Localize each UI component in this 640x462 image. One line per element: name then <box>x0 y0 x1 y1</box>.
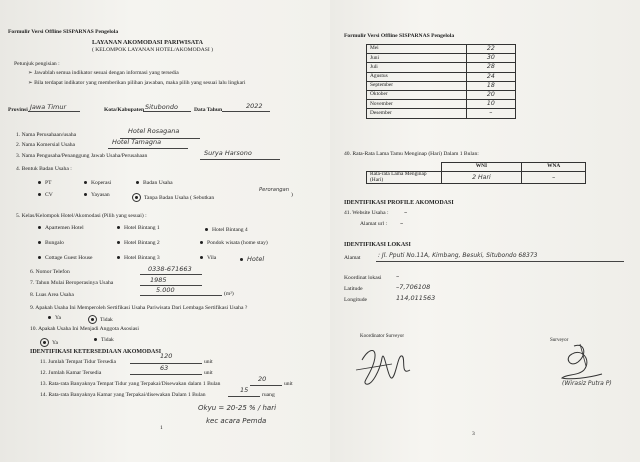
table-row: Oktober 20 <box>367 90 516 99</box>
q7-label: 7. Tahun Mulai Beroperasinya Usaha <box>30 280 114 286</box>
q11-unit: unit <box>204 359 213 365</box>
q5-opt-bintang4[interactable]: Hotel Bintang 4 <box>205 228 248 234</box>
stay-wni-value[interactable]: 2 Hari <box>441 172 522 184</box>
table-row: Desember – <box>367 109 516 118</box>
form-header-right: Formulir Versi Offline SISPARNAS Pengelola <box>344 33 455 39</box>
q14-unit: ruang <box>262 392 275 398</box>
q1-label: 1. Nama Perusahaan/usaha <box>16 132 77 138</box>
month-value[interactable]: 30 <box>466 54 515 63</box>
alamat-url-value[interactable]: – <box>400 219 404 227</box>
q10-no[interactable]: Tidak <box>94 338 114 344</box>
q5-opt-apartemen[interactable]: Apartemen Hotel <box>38 226 84 232</box>
q12-unit: unit <box>204 370 213 376</box>
q4-opt-pt[interactable]: PT <box>38 181 52 187</box>
instruction-1: ➢ Jawablah semua indikator sesuai dengan informasi yang tersedia <box>28 70 179 76</box>
service-title: LAYANAN AKOMODASI PARIWISATA <box>92 39 203 46</box>
handwritten-note-1: Okyu = 20-25 % / hari <box>198 404 277 412</box>
q40-label: 40. Rata-Rata Lama Tamu Menginap (Hari) Dalam 1 Bulan: <box>344 151 479 157</box>
q2-value[interactable]: Hotel Tamagna <box>112 138 162 146</box>
lokasi-title: IDENTIFIKASI LOKASI <box>344 242 411 248</box>
q9-yes[interactable]: Ya <box>48 316 61 322</box>
q5-opt-hotel[interactable]: Hotel <box>240 256 264 264</box>
stay-wna-value[interactable]: – <box>522 172 586 184</box>
month-value[interactable]: 24 <box>466 72 515 81</box>
q11-label: 11. Jumlah Tempat Tidur Tersedia <box>40 359 117 365</box>
responden-name: (Wirasiz Putra P) <box>562 380 612 387</box>
month-value[interactable]: – <box>466 109 515 118</box>
q9-label: 9. Apakah Usaha Ini Memperoleh Sertifikasi Usaha Pariwisata Dari Lembaga Sertifikasi Usaha ? <box>30 305 248 311</box>
q4-opt-koperasi[interactable]: Koperasi <box>84 181 111 187</box>
year-value[interactable]: 2022 <box>246 102 263 110</box>
table-row: Juli 28 <box>367 63 516 72</box>
month-value[interactable]: 20 <box>466 90 515 99</box>
profile-title: IDENTIFIKASI PROFILE AKOMODASI <box>344 200 454 206</box>
q5-opt-vila[interactable]: Vila <box>200 256 216 262</box>
q5-label: 5. Kelas/Kelompok Hotel/Akomodasi (Pilih yang sesuai) : <box>16 213 147 219</box>
q10-label: 10. Apakah Usaha Ini Menjadi Anggota Asosiasi <box>30 326 139 332</box>
q13-label: 13. Rata-rata Banyaknya Tempat Tidur yang Terpakai/Disewakan dalam 1 Bulan <box>40 381 221 387</box>
section-title-availability: IDENTIFIKASI KETERSEDIAAN AKOMODASI <box>30 349 162 355</box>
q14-value[interactable]: 15 <box>240 386 249 394</box>
table-row: Juni 30 <box>367 54 516 63</box>
alamat-label: Alamat <box>344 255 361 261</box>
table-row: Mei 22 <box>367 45 516 54</box>
month-value[interactable]: 10 <box>466 100 515 109</box>
kab-label: Kota/Kabupaten <box>104 107 145 113</box>
q6-value[interactable]: 0338-671663 <box>148 265 192 273</box>
q12-value[interactable]: 63 <box>160 364 169 372</box>
q10-yes[interactable]: Ya <box>40 338 58 347</box>
month-value[interactable]: 28 <box>466 63 515 72</box>
left-page: Formulir Versi Offline SISPARNAS Pengelola LAYANAN AKOMODASI PARIWISATA ( KELOMPOK LAYANAN HOTEL/AKOMODASI ) Petunjuk pengisian : ➢ Jawablah semua indikator sesuai dengan informasi yang tersedia ➢ Bila terdapat indikator yang memberikan pilihan jawaban, maka pilih yang sesuai lalu lingkari Provinsi Jawa Timur Kota/Kabupaten Situbondo Data Tahun 2022 1. Nama Perusahaan/usaha Hotel Rosagana 2. Nama Komersial Usaha Hotel Tamagna 3. Nama Pengusaha/Penanggung Jawab Usaha/Perusahaan Surya Harsono 4. Bentuk Badan Usaha : PT Koperasi Badan Usaha CV Yayasan Tanpa Badan Usaha ( Sebutkan Perorangan ) 5. Kelas/Kelompok Hotel/Akomodasi (Pilih yang sesuai) : Apartemen Hotel Hotel Bintang 1 Hotel Bintang 4 Bungalo Hotel Bintang 2 Pondok wisata (home stay) Cottage Guest House Hotel Bintang 3 Vila Hotel 6. Nomor Telefon 0338-671663 7. Tahun Mulai Beroperasinya Usaha 1985 8. Luas Area Usaha 5.000 (m²) 9. Apakah Usaha Ini Memperoleh Sertifikasi Usaha Pariwisata Dari Lembaga Sertifikasi Usaha ? Ya Tidak 10. Apakah Usaha Ini Menjadi Anggota Asosiasi Ya Tidak IDENTIFIKASI KETERSEDIAAN AKOMODASI 11. Jumlah Tempat Tidur Tersedia 120 unit 12. Jumlah Kamar Tersedia 63 unit 13. Rata-rata Banyaknya Tempat Tidur yang Terpakai/Disewakan dalam 1 Bulan 20 unit 14. Rata-rata Banyaknya Kamar yang Terpakai/disewakan Dalam 1 Bulan 15 ruang Okyu = 20-25 % / hari kec acara Pemda 1 <box>0 0 330 462</box>
koordinat-label: Koordinat lokasi <box>344 275 382 281</box>
form-header: Formulir Versi Offline SISPARNAS Pengelola <box>8 29 119 35</box>
q3-value[interactable]: Surya Harsono <box>204 149 252 157</box>
q5-opt-bintang1[interactable]: Hotel Bintang 1 <box>117 226 160 232</box>
instructions-heading: Petunjuk pengisian : <box>14 61 60 67</box>
table-row: Agustus 24 <box>367 72 516 81</box>
q14-label: 14. Rata-rata Banyaknya Kamar yang Terpakai/disewakan Dalam 1 Bulan <box>40 392 206 398</box>
page-number-right: 3 <box>472 431 475 437</box>
q8-label: 8. Luas Area Usaha <box>30 292 74 298</box>
q3-label: 3. Nama Pengusaha/Penanggung Jawab Usaha/Perusahaan <box>16 153 148 159</box>
responden-signature-icon <box>544 340 616 384</box>
q5-opt-cottage[interactable]: Cottage Guest House <box>38 256 93 262</box>
service-subtitle: ( KELOMPOK LAYANAN HOTEL/AKOMODASI ) <box>92 47 213 53</box>
q41-value[interactable]: – <box>404 208 408 216</box>
q5-opt-pondok[interactable]: Pondok wisata (home stay) <box>200 241 268 247</box>
q1-value[interactable]: Hotel Rosagana <box>128 127 180 135</box>
right-page <box>330 0 640 462</box>
q2-label: 2. Nama Komersial Usaha <box>16 142 76 148</box>
q6-label: 6. Nomor Telefon <box>30 269 70 275</box>
latitude-label: Latitude <box>344 286 363 292</box>
latitude-value[interactable]: –7,706108 <box>396 283 431 291</box>
year-label: Data Tahun <box>194 107 223 113</box>
q7-value[interactable]: 1985 <box>150 276 167 284</box>
q11-value[interactable]: 120 <box>160 352 173 360</box>
q4-opt-cv[interactable]: CV <box>38 193 53 199</box>
prov-label: Provinsi <box>8 107 28 113</box>
table-row: November 10 <box>367 100 516 109</box>
q13-unit: unit <box>284 381 293 387</box>
surveyor-signature-icon <box>352 340 422 390</box>
month-value[interactable]: 18 <box>466 81 515 90</box>
handwritten-note-2: kec acara Pemda <box>206 417 267 425</box>
month-value[interactable]: 22 <box>466 45 515 54</box>
q12-label: 12. Jumlah Kamar Tersedia <box>40 370 102 376</box>
q4-opt-yayasan[interactable]: Yayasan <box>84 193 110 199</box>
monthly-table <box>366 44 516 119</box>
q9-no[interactable]: Tidak <box>88 315 113 324</box>
instruction-2: ➢ Bila terdapat indikator yang memberikan pilihan jawaban, maka pilih yang sesuai lalu lingkari <box>28 80 246 86</box>
q5-opt-bintang2[interactable]: Hotel Bintang 2 <box>117 241 160 247</box>
q13-value[interactable]: 20 <box>258 375 267 383</box>
table-row: September 18 <box>367 81 516 90</box>
longitude-value[interactable]: 114,011563 <box>396 294 436 302</box>
q4-label: 4. Bentuk Badan Usaha : <box>16 166 72 172</box>
q4-other-value[interactable]: Perorangan <box>259 187 289 193</box>
q41-label: 41. Website Usaha : <box>344 210 389 216</box>
q8-value[interactable]: 5.000 <box>156 286 175 294</box>
responden-label: Surveyor <box>550 338 569 343</box>
surveyor-label: Koordinator Surveyor <box>360 334 405 339</box>
q4-opt-badan-usaha[interactable]: Badan Usaha <box>136 181 173 187</box>
stay-table: WNI WNA Rata-rata Lama Menginap (Hari) 2 Hari – <box>366 162 586 184</box>
q5-opt-bintang3[interactable]: Hotel Bintang 3 <box>117 256 160 262</box>
koordinat-value[interactable]: – <box>396 272 400 280</box>
alamat-url-label: Alamat url : <box>360 221 388 227</box>
q8-unit: (m²) <box>224 291 234 297</box>
alamat-value[interactable]: : Jl. Pputi No.11A, Kimbang, Besuki, Situbondo 68373 <box>378 252 538 259</box>
longitude-label: Longitude <box>344 297 367 303</box>
q4-opt-tanpa-badan[interactable]: Tanpa Badan Usaha ( Sebutkan <box>132 193 214 202</box>
prov-value[interactable]: Jawa Timur <box>30 103 67 111</box>
page-number-left: 1 <box>160 425 163 431</box>
q5-opt-bungalo[interactable]: Bungalo <box>38 241 64 247</box>
kab-value[interactable]: Situbondo <box>145 103 178 111</box>
